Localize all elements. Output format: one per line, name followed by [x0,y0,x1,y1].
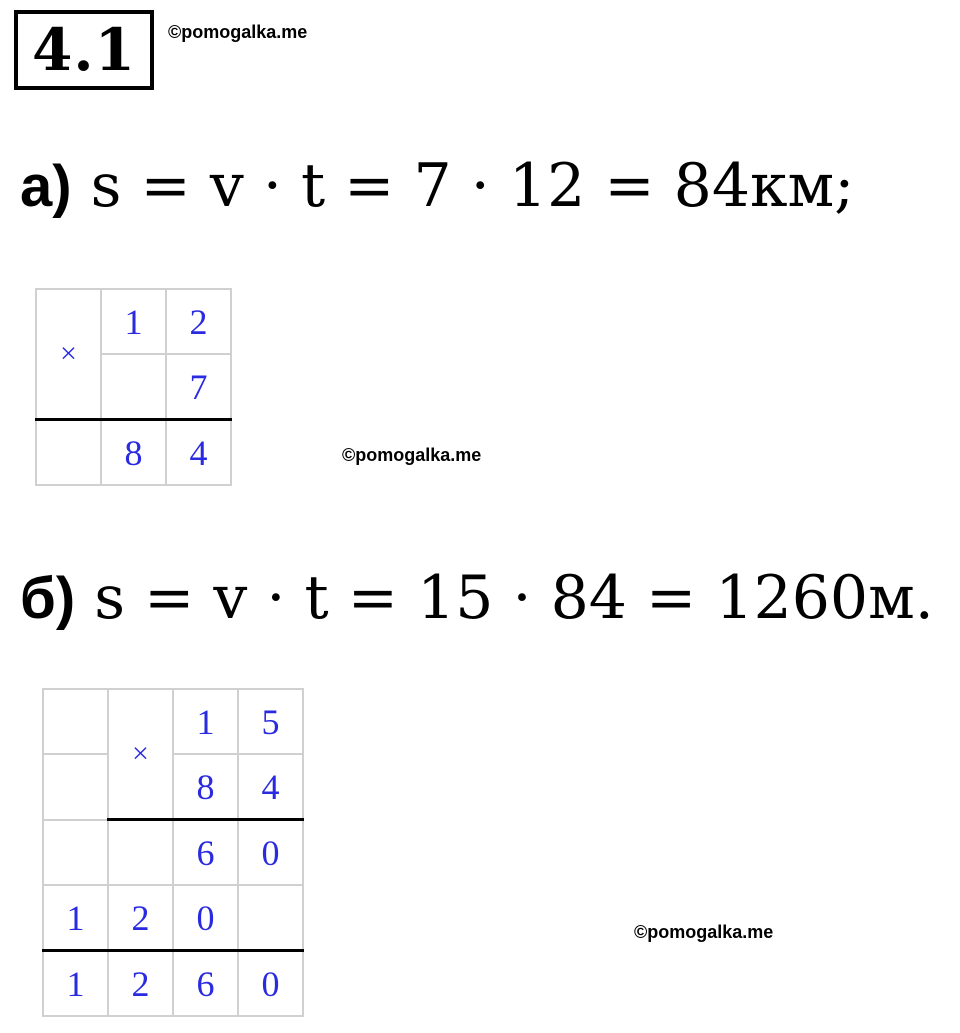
grid-cell [43,689,108,754]
grid-cell: 2 [108,951,173,1017]
grid-cell: 1 [43,951,108,1017]
part-b-label: б) [20,566,76,631]
part-a-label: а) [20,154,72,219]
grid-cell [108,820,173,886]
grid-cell [101,354,166,420]
grid-cell: 8 [173,754,238,820]
equation-a-text: s = v · t = 7 · 12 = 84км; [90,151,855,221]
multiplication-grid-b [42,688,304,1017]
equation-a [20,146,854,227]
grid-cell: 1 [173,689,238,754]
watermark: ©pomogalka.me [342,445,482,465]
problem-number: 4.1 [14,10,154,90]
grid-cell: 0 [238,951,303,1017]
grid-cell: 4 [238,754,303,820]
grid-cell: 0 [173,885,238,951]
equation-b [20,558,934,639]
grid-cell: 4 [166,420,231,486]
grid-cell: 6 [173,820,238,886]
grid-cell: 2 [108,885,173,951]
watermark: ©pomogalka.me [634,922,774,942]
grid-cell: 0 [238,820,303,886]
grid-cell: 2 [166,289,231,354]
equation-b-text: s = v · t = 15 · 84 = 1260м. [94,563,934,633]
grid-cell: 8 [101,420,166,486]
grid-cell [36,420,101,486]
multiplication-grid-a [35,288,232,486]
grid-cell [43,754,108,820]
grid-cell: 5 [238,689,303,754]
grid-cell: 1 [43,885,108,951]
grid-cell [238,885,303,951]
times-sign: × [36,289,101,420]
watermark: ©pomogalka.me [168,22,308,42]
times-sign: × [108,689,173,820]
grid-cell: 1 [101,289,166,354]
grid-cell: 6 [173,951,238,1017]
grid-cell [43,820,108,886]
grid-cell: 7 [166,354,231,420]
